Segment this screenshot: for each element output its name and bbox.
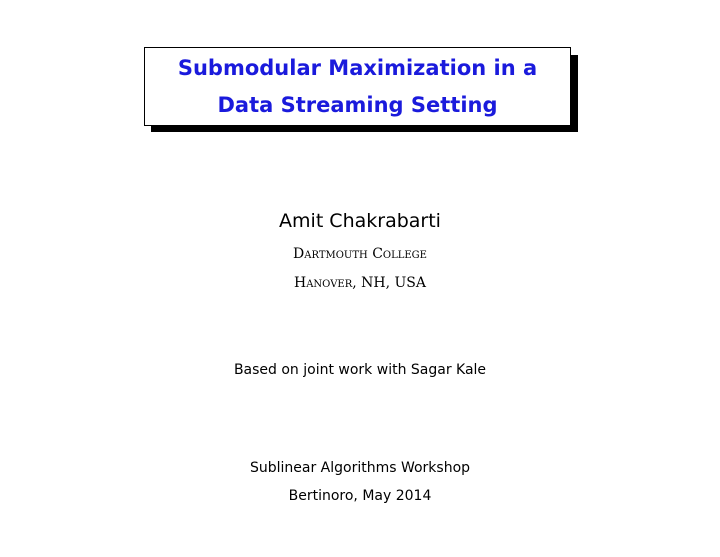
slide-title-line-2: Data Streaming Setting <box>217 92 498 117</box>
title-box <box>144 47 571 126</box>
venue-place-date: Bertinoro, May 2014 <box>288 488 432 504</box>
affiliation-institution: Dartmouth College <box>293 246 427 262</box>
affiliation-location: Hanover, NH, USA <box>293 275 426 291</box>
joint-work-note: Based on joint work with Sagar Kale <box>233 362 487 378</box>
slide-title-line-1: Submodular Maximization in a <box>177 55 538 80</box>
author-name: Amit Chakrabarti <box>279 210 441 232</box>
venue-event: Sublinear Algorithms Workshop <box>249 460 471 476</box>
